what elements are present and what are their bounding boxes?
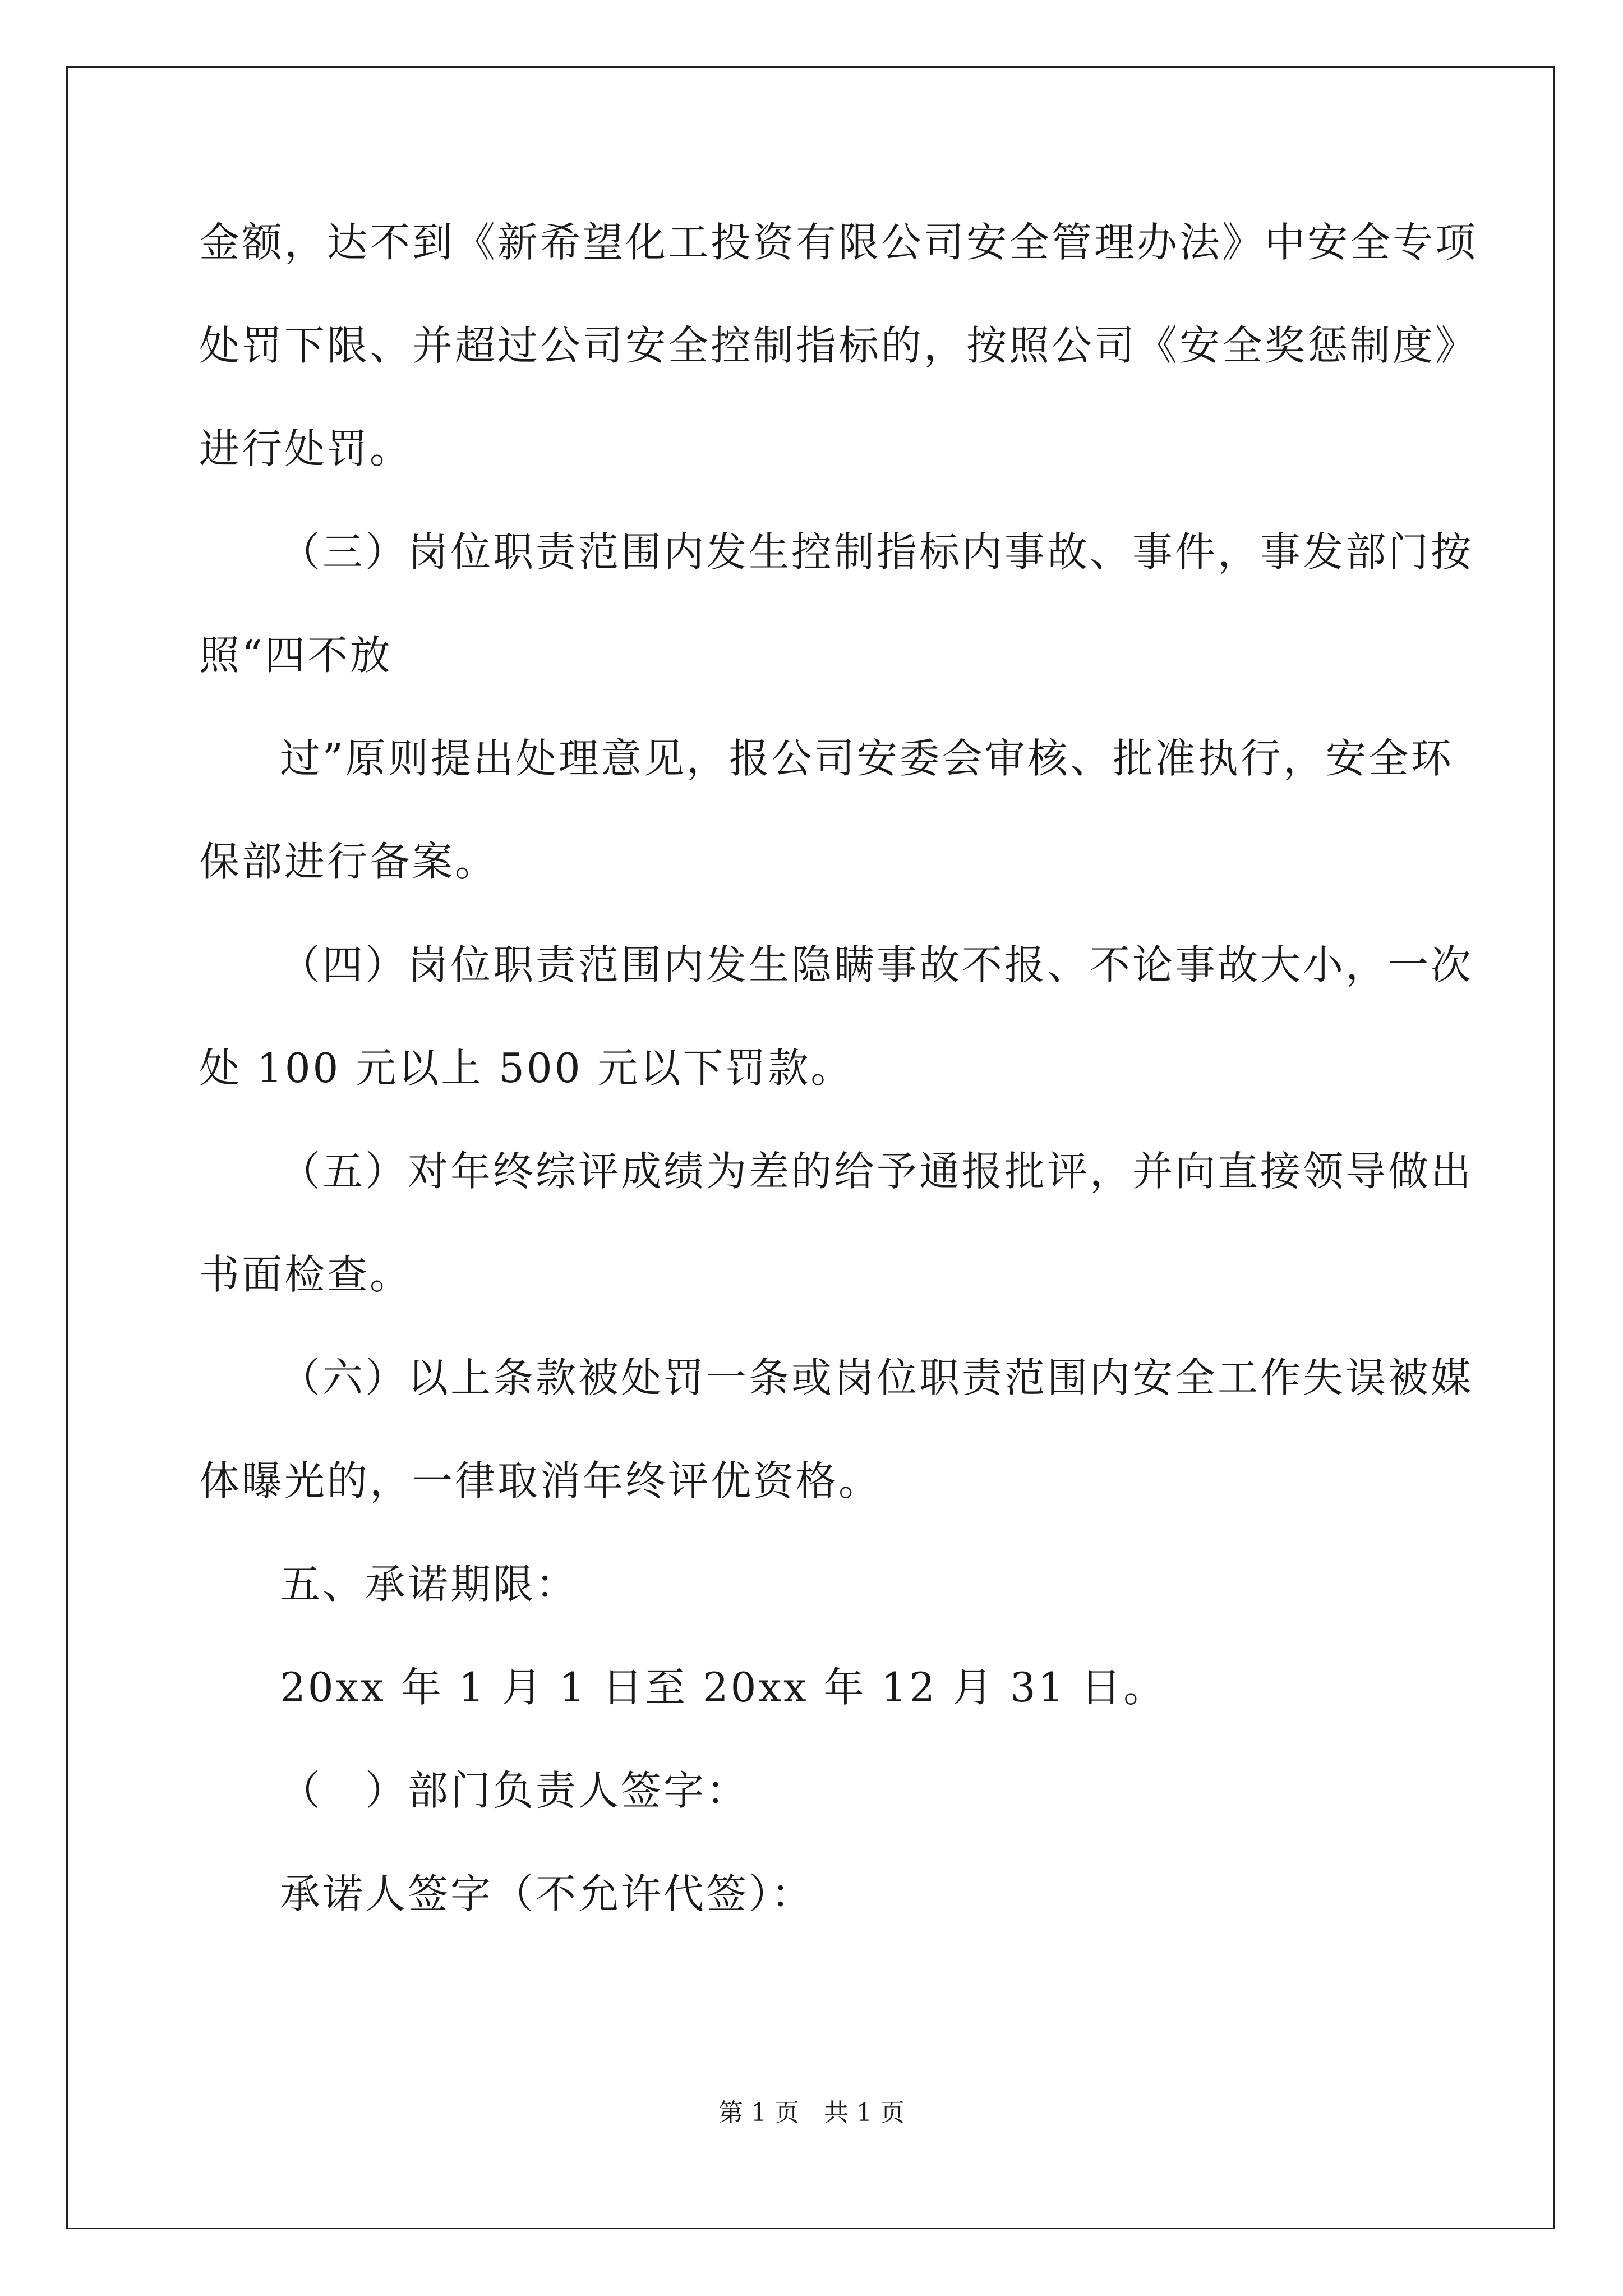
paragraph-line: （六）以上条款被处罚一条或岗位职责范围内安全工作失误被媒 — [280, 1354, 1474, 1401]
department-head-signature-label: （ ）部门负责人签字： — [280, 1767, 749, 1814]
paragraph-line: 书面检查。 — [199, 1251, 413, 1298]
section-heading: 五、承诺期限： — [280, 1561, 579, 1608]
document-body — [199, 191, 1478, 1945]
paragraph-line: 体曝光的，一律取消年终评优资格。 — [199, 1457, 882, 1504]
paragraph-line: 过”原则提出处理意见，报公司安委会审核、批准执行，安全环 — [280, 735, 1454, 782]
paragraph-line: 进行处罚。 — [199, 425, 413, 472]
paragraph-line: （四）岗位职责范围内发生隐瞒事故不报、不论事故大小，一次 — [280, 941, 1474, 988]
paragraph-line: 处罚下限、并超过公司安全控制指标的，按照公司《安全奖惩制度》 — [199, 322, 1478, 369]
paragraph-line: （五）对年终综评成绩为差的给予通报批评，并向直接领导做出 — [280, 1148, 1474, 1195]
commitment-period: 20xx 年 1 月 1 日至 20xx 年 12 月 31 日。 — [280, 1664, 1166, 1711]
paragraph-line: 金额，达不到《新希望化工投资有限公司安全管理办法》中安全专项 — [199, 219, 1478, 266]
paragraph-line: 照“四不放 — [199, 632, 393, 679]
paragraph-line: （三）岗位职责范围内发生控制指标内事故、事件，事发部门按 — [280, 528, 1474, 576]
page-footer: 第 1 页 共 1 页 — [718, 2099, 905, 2127]
paragraph-line: 保部进行备案。 — [199, 838, 498, 885]
promisor-signature-label: 承诺人签字（不允许代签）： — [280, 1870, 814, 1917]
paragraph-line: 处 100 元以上 500 元以下罚款。 — [199, 1045, 854, 1092]
